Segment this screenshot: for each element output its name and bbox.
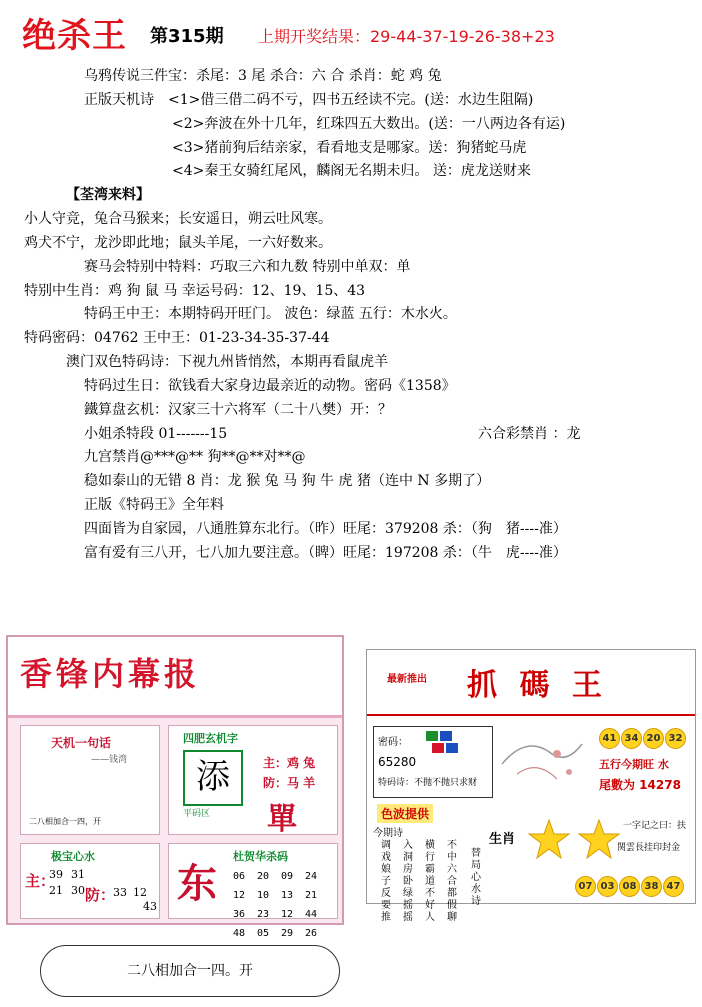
xinshui-zhu: 主： xyxy=(25,872,56,890)
poem-column: 入洞房卧绿摇摇 xyxy=(403,840,413,923)
xinshui-fang: 防： xyxy=(85,886,116,904)
poster-left-header xyxy=(8,637,342,718)
jinshen-label: 関雲長挂印封金 xyxy=(617,843,681,853)
mima-box xyxy=(373,726,493,798)
xinshui-num: 33 xyxy=(113,886,127,899)
xuanji-dan: 單 xyxy=(267,802,297,837)
xuanji-title: 四肥玄机字 xyxy=(183,732,238,745)
tianji-sign: ——钱湾 xyxy=(91,755,128,765)
xuanji-zhu: 主：鸡 兔 xyxy=(263,756,316,770)
poster-right-title: 抓 碼 王 xyxy=(467,668,608,703)
shama-num: 12 xyxy=(281,909,294,920)
shama-num: 20 xyxy=(257,871,270,882)
shama-title: 杜贺华杀码 xyxy=(233,850,288,863)
text-line: 六合彩禁肖 ：龙 xyxy=(478,426,581,442)
top-ball: 32 xyxy=(665,728,686,749)
text-line: 特码过生日：欲钱看大家身边最亲近的动物。密码《1358》 xyxy=(84,378,456,394)
text-line: <3>猪前狗后结亲家，看看地支是哪家。送：狗猪蛇马虎 xyxy=(172,140,527,156)
zi-label: 一字记之曰：扶 xyxy=(623,821,687,831)
shama-num: 12 xyxy=(233,890,246,901)
tianji-small: 二八相加合一四，开 xyxy=(29,817,101,826)
top-ball: 20 xyxy=(643,728,664,749)
bottom-ball: 03 xyxy=(597,876,618,897)
mima-label: 密码： xyxy=(378,737,408,748)
xuanji-char: 添 xyxy=(196,757,230,797)
xinshui-num: 12 xyxy=(133,886,147,899)
shama-num: 29 xyxy=(281,928,294,939)
poem-column: 替局心水诗 xyxy=(471,848,481,907)
shama-num: 36 xyxy=(233,909,246,920)
xuanji-note: 平码区 xyxy=(183,809,211,819)
last-result: 上期开奖结果：29-44-37-19-26-38+23 xyxy=(258,27,555,46)
shama-num: 09 xyxy=(281,871,294,882)
tiger-icon xyxy=(527,818,571,862)
text-line: 小人守竞，兔合马猴来；长安遥日，朔云吐风寒。 xyxy=(24,211,332,227)
poster-right xyxy=(366,649,696,923)
issue-number: 第315期 xyxy=(150,26,224,47)
text-line: 四面皆为自家园，八通胜算东北行。（昨）旺尾：379208 杀：（狗 猪----准） xyxy=(84,521,567,537)
poster-left xyxy=(6,635,344,939)
shama-num: 23 xyxy=(257,909,270,920)
weishu-text: 尾數为 14278 xyxy=(599,778,681,792)
texing-poem: 特码诗：不抛不抛只求财 xyxy=(378,778,478,788)
text-line: 特码王中王：本期特码开旺门。 波色：绿蓝 五行：木水火。 xyxy=(84,306,457,322)
shengxiao-label: 生肖 xyxy=(489,832,516,847)
text-line: 特别中生肖：鸡 狗 鼠 马 幸运号码：12、19、15、43 xyxy=(24,283,366,299)
logo-icon xyxy=(426,731,466,753)
text-line: 正版天机诗 <1>借三借二码不亏，四书五经读不完。(送：水边生阻隔) xyxy=(84,92,534,108)
top-ball: 34 xyxy=(621,728,642,749)
section-heading: 【荃湾来料】 xyxy=(66,187,150,203)
text-line: 乌鸦传说三件宝：杀尾：3 尾 杀合：六 合 杀肖：蛇 鸡 兔 xyxy=(84,68,442,84)
xuanji-box xyxy=(168,725,338,835)
top-ball: 41 xyxy=(599,728,620,749)
xinshui-title: 极宝心水 xyxy=(51,850,95,863)
poem-column: 调戏娘子反要推 xyxy=(381,840,391,923)
xinshui-num: 30 xyxy=(71,884,85,897)
shama-num: 13 xyxy=(281,890,294,901)
tianji-title: 天机一句话 xyxy=(51,736,112,750)
text-line: 特码密码：04762 王中王：01-23-34-35-37-44 xyxy=(24,330,330,346)
mima-value: 65280 xyxy=(378,755,417,769)
xinshui-num: 43 xyxy=(143,900,157,913)
wuxing-text: 五行今期旺 水 xyxy=(599,758,669,771)
text-line: 正版《特码王》全年料 xyxy=(84,497,224,513)
shama-num: 06 xyxy=(233,871,246,882)
text-line: 富有爱有三八开，七八加九要注意。（睥）旺尾：197208 杀：（牛 虎----准） xyxy=(84,545,567,561)
bottom-ball: 07 xyxy=(575,876,596,897)
shama-num: 10 xyxy=(257,890,270,901)
text-line: 小姐杀特段 01-------15 xyxy=(84,426,228,442)
text-line: 赛马会特别中特料：巧取三六和九数 特别中单双：单 xyxy=(84,259,411,275)
shama-grid xyxy=(233,864,333,940)
text-line: 九宫禁肖@***@** 狗**@**对**@ xyxy=(84,449,306,465)
xinshui-num: 21 xyxy=(49,884,63,897)
star-icon xyxy=(577,818,621,862)
poster-right-badge: 最新推出 xyxy=(387,674,427,685)
shama-box xyxy=(168,843,338,939)
page-title: 绝杀王 xyxy=(22,16,127,56)
shama-num: 26 xyxy=(305,928,318,939)
cloud-callout xyxy=(40,945,340,997)
text-line: 鐵算盘玄机：汉家三十六将军（二十八樊）开：？ xyxy=(84,402,392,418)
xuanji-char-box xyxy=(183,750,243,806)
text-line: 鸡犬不宁，龙沙即此地；鼠头羊尾，一六好数来。 xyxy=(24,235,332,251)
bottom-ball: 47 xyxy=(663,876,684,897)
text-line: <2>奔波在外十几年，红珠四五大数出。(送：一八两边各有运) xyxy=(172,116,566,132)
bird-drawing xyxy=(497,724,587,794)
tianji-box xyxy=(20,725,160,835)
text-line: <4>秦王女骑红尾风，麟阁无名期未归。 送：虎龙送财来 xyxy=(172,163,531,179)
xinshui-box xyxy=(20,843,160,919)
shama-num: 44 xyxy=(305,909,318,920)
bottom-ball: 38 xyxy=(641,876,662,897)
xinshui-num: 39 xyxy=(49,868,63,881)
poem-column: 横行霸道不好人 xyxy=(425,840,435,923)
text-line: 稳如泰山的无错 8 肖：龙 猴 兔 马 狗 牛 虎 猪（连中 N 多期了） xyxy=(84,473,491,489)
poster-left-title: 香锋内幕报 xyxy=(20,655,201,693)
bottom-ball: 08 xyxy=(619,876,640,897)
shama-num: 21 xyxy=(305,890,318,901)
poster-right-header xyxy=(367,650,695,716)
xuanji-fang: 防：马 羊 xyxy=(263,776,316,790)
cloud-text: 二八相加合一四。开 xyxy=(127,963,253,979)
jinqi-label: 今期诗 xyxy=(373,828,403,839)
shama-num: 24 xyxy=(305,871,318,882)
shama-char: 东 xyxy=(177,860,217,907)
poem-column: 不中六合都假聊 xyxy=(447,840,457,923)
text-line: 澳门双色特码诗：下视九州皆悄然，本期再看鼠虎羊 xyxy=(66,354,388,370)
bose-banner: 色波提供 xyxy=(377,804,433,823)
shama-num: 05 xyxy=(257,928,270,939)
shama-num: 48 xyxy=(233,928,246,939)
xinshui-num: 31 xyxy=(71,868,85,881)
